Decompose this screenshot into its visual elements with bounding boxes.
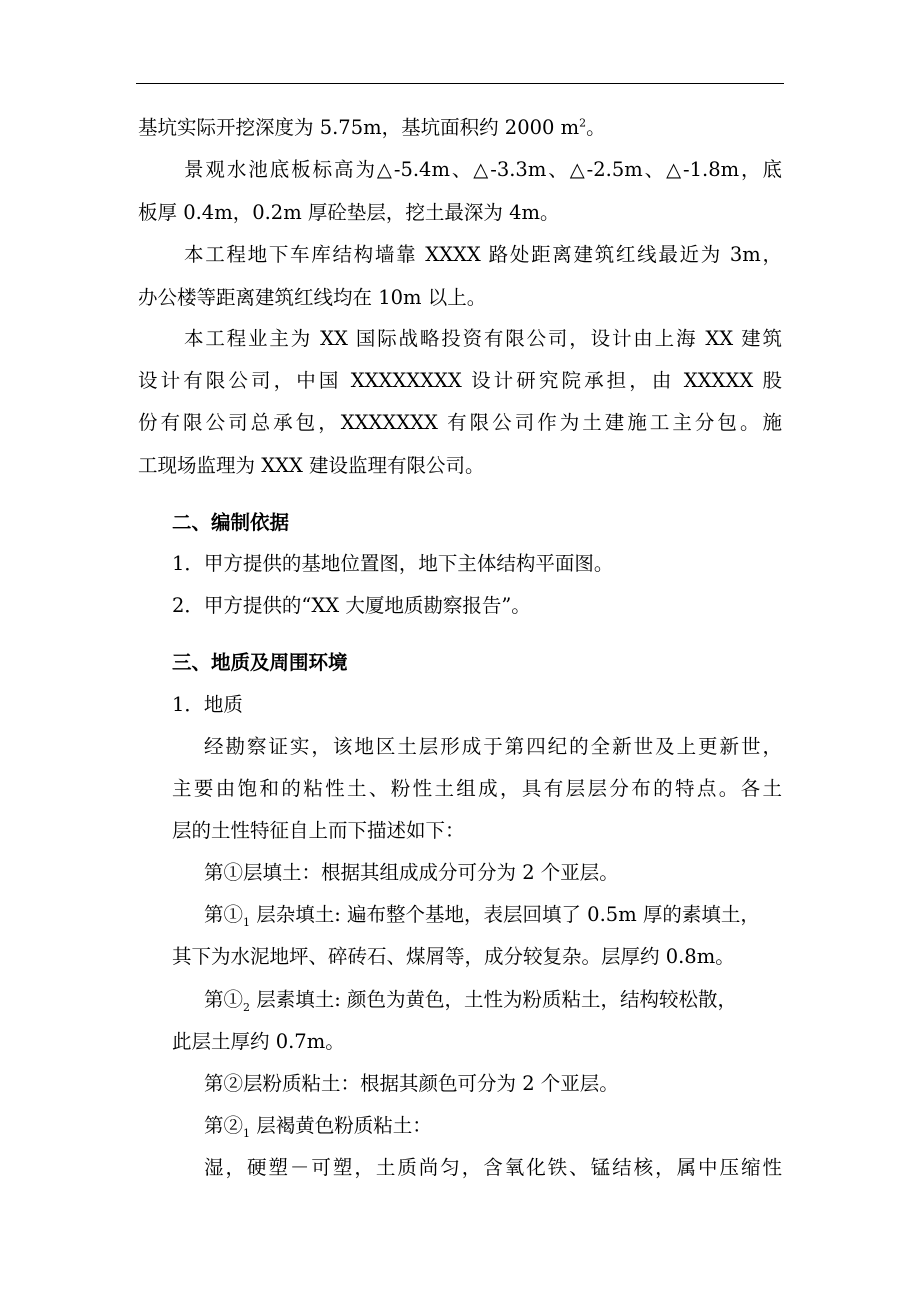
list-item: 2．甲方提供的“XX 大厦地质勘察报告”。 xyxy=(172,594,531,617)
text-line: 其下为水泥地坪、碎砖石、煤屑等，成分较复杂。层厚约 0.8m。 xyxy=(172,945,735,968)
text-line: 板厚 0.4m，0.2m 厚砼垫层，挖土最深为 4m。 xyxy=(138,201,560,224)
text-line: 本工程业主为 XX 国际战略投资有限公司，设计由上海 XX 建筑 xyxy=(184,327,782,350)
text-line: 工现场监理为 XXX 建设监理有限公司。 xyxy=(138,454,485,477)
text-line: 第①层填土：根据其组成成分可分为 2 个亚层。 xyxy=(204,861,619,884)
subscript: 2 xyxy=(243,1000,251,1014)
list-item: 1．甲方提供的基地位置图，地下主体结构平面图。 xyxy=(172,552,614,575)
text-line: 湿，硬塑－可塑，土质尚匀，含氧化铁、锰结核，属中压缩性 xyxy=(204,1156,782,1179)
header-rule xyxy=(136,83,784,84)
section-heading: 三、地质及周围环境 xyxy=(172,651,348,674)
text-line: 第$②_1$ 层褐黄色粉质粘土： xyxy=(204,1114,432,1140)
text-line: 景观水池底板标高为△-5.4m、△-3.3m、△-2.5m、△-1.8m，底 xyxy=(184,158,782,181)
section-heading: 二、编制依据 xyxy=(172,511,290,534)
text-line: 第②层粉质粘土：根据其颜色可分为 2 个亚层。 xyxy=(204,1072,619,1095)
subscript: 1 xyxy=(243,915,251,929)
subsection-heading: 1．地质 xyxy=(172,693,243,716)
superscript: 2 xyxy=(579,116,587,130)
text-line: 层的土性特征自上而下描述如下： xyxy=(172,819,465,842)
text-line: 本工程地下车库结构墙靠 XXXX 路处距离建筑红线最近为 3m， xyxy=(184,243,782,266)
text-line: 经勘察证实，该地区土层形成于第四纪的全新世及上更新世， xyxy=(204,735,782,758)
text-line: 此层土厚约 0.7m。 xyxy=(172,1030,345,1053)
text-line: 第$①_2$ 层素填土: 颜色为黄色，土性为粉质粘土，结构较松散， xyxy=(204,988,737,1014)
text-line: 基坑实际开挖深度为 5.75m，基坑面积约 2000 $m^2$。 xyxy=(138,116,606,139)
subscript: 1 xyxy=(243,1126,251,1140)
text-line: 主要由饱和的粘性土、粉性土组成，具有层层分布的特点。各土 xyxy=(172,777,782,800)
text-line: 设计有限公司，中国 XXXXXXXX 设计研究院承担，由 XXXXX 股 xyxy=(138,369,782,392)
text-line: 份有限公司总承包，XXXXXXX 有限公司作为土建施工主分包。施 xyxy=(138,411,782,434)
text-line: 办公楼等距离建筑红线均在 10m 以上。 xyxy=(138,286,487,309)
text-line: 第$①_1$ 层杂填土: 遍布整个基地，表层回填了 0.5m 厚的素填土， xyxy=(204,903,760,929)
